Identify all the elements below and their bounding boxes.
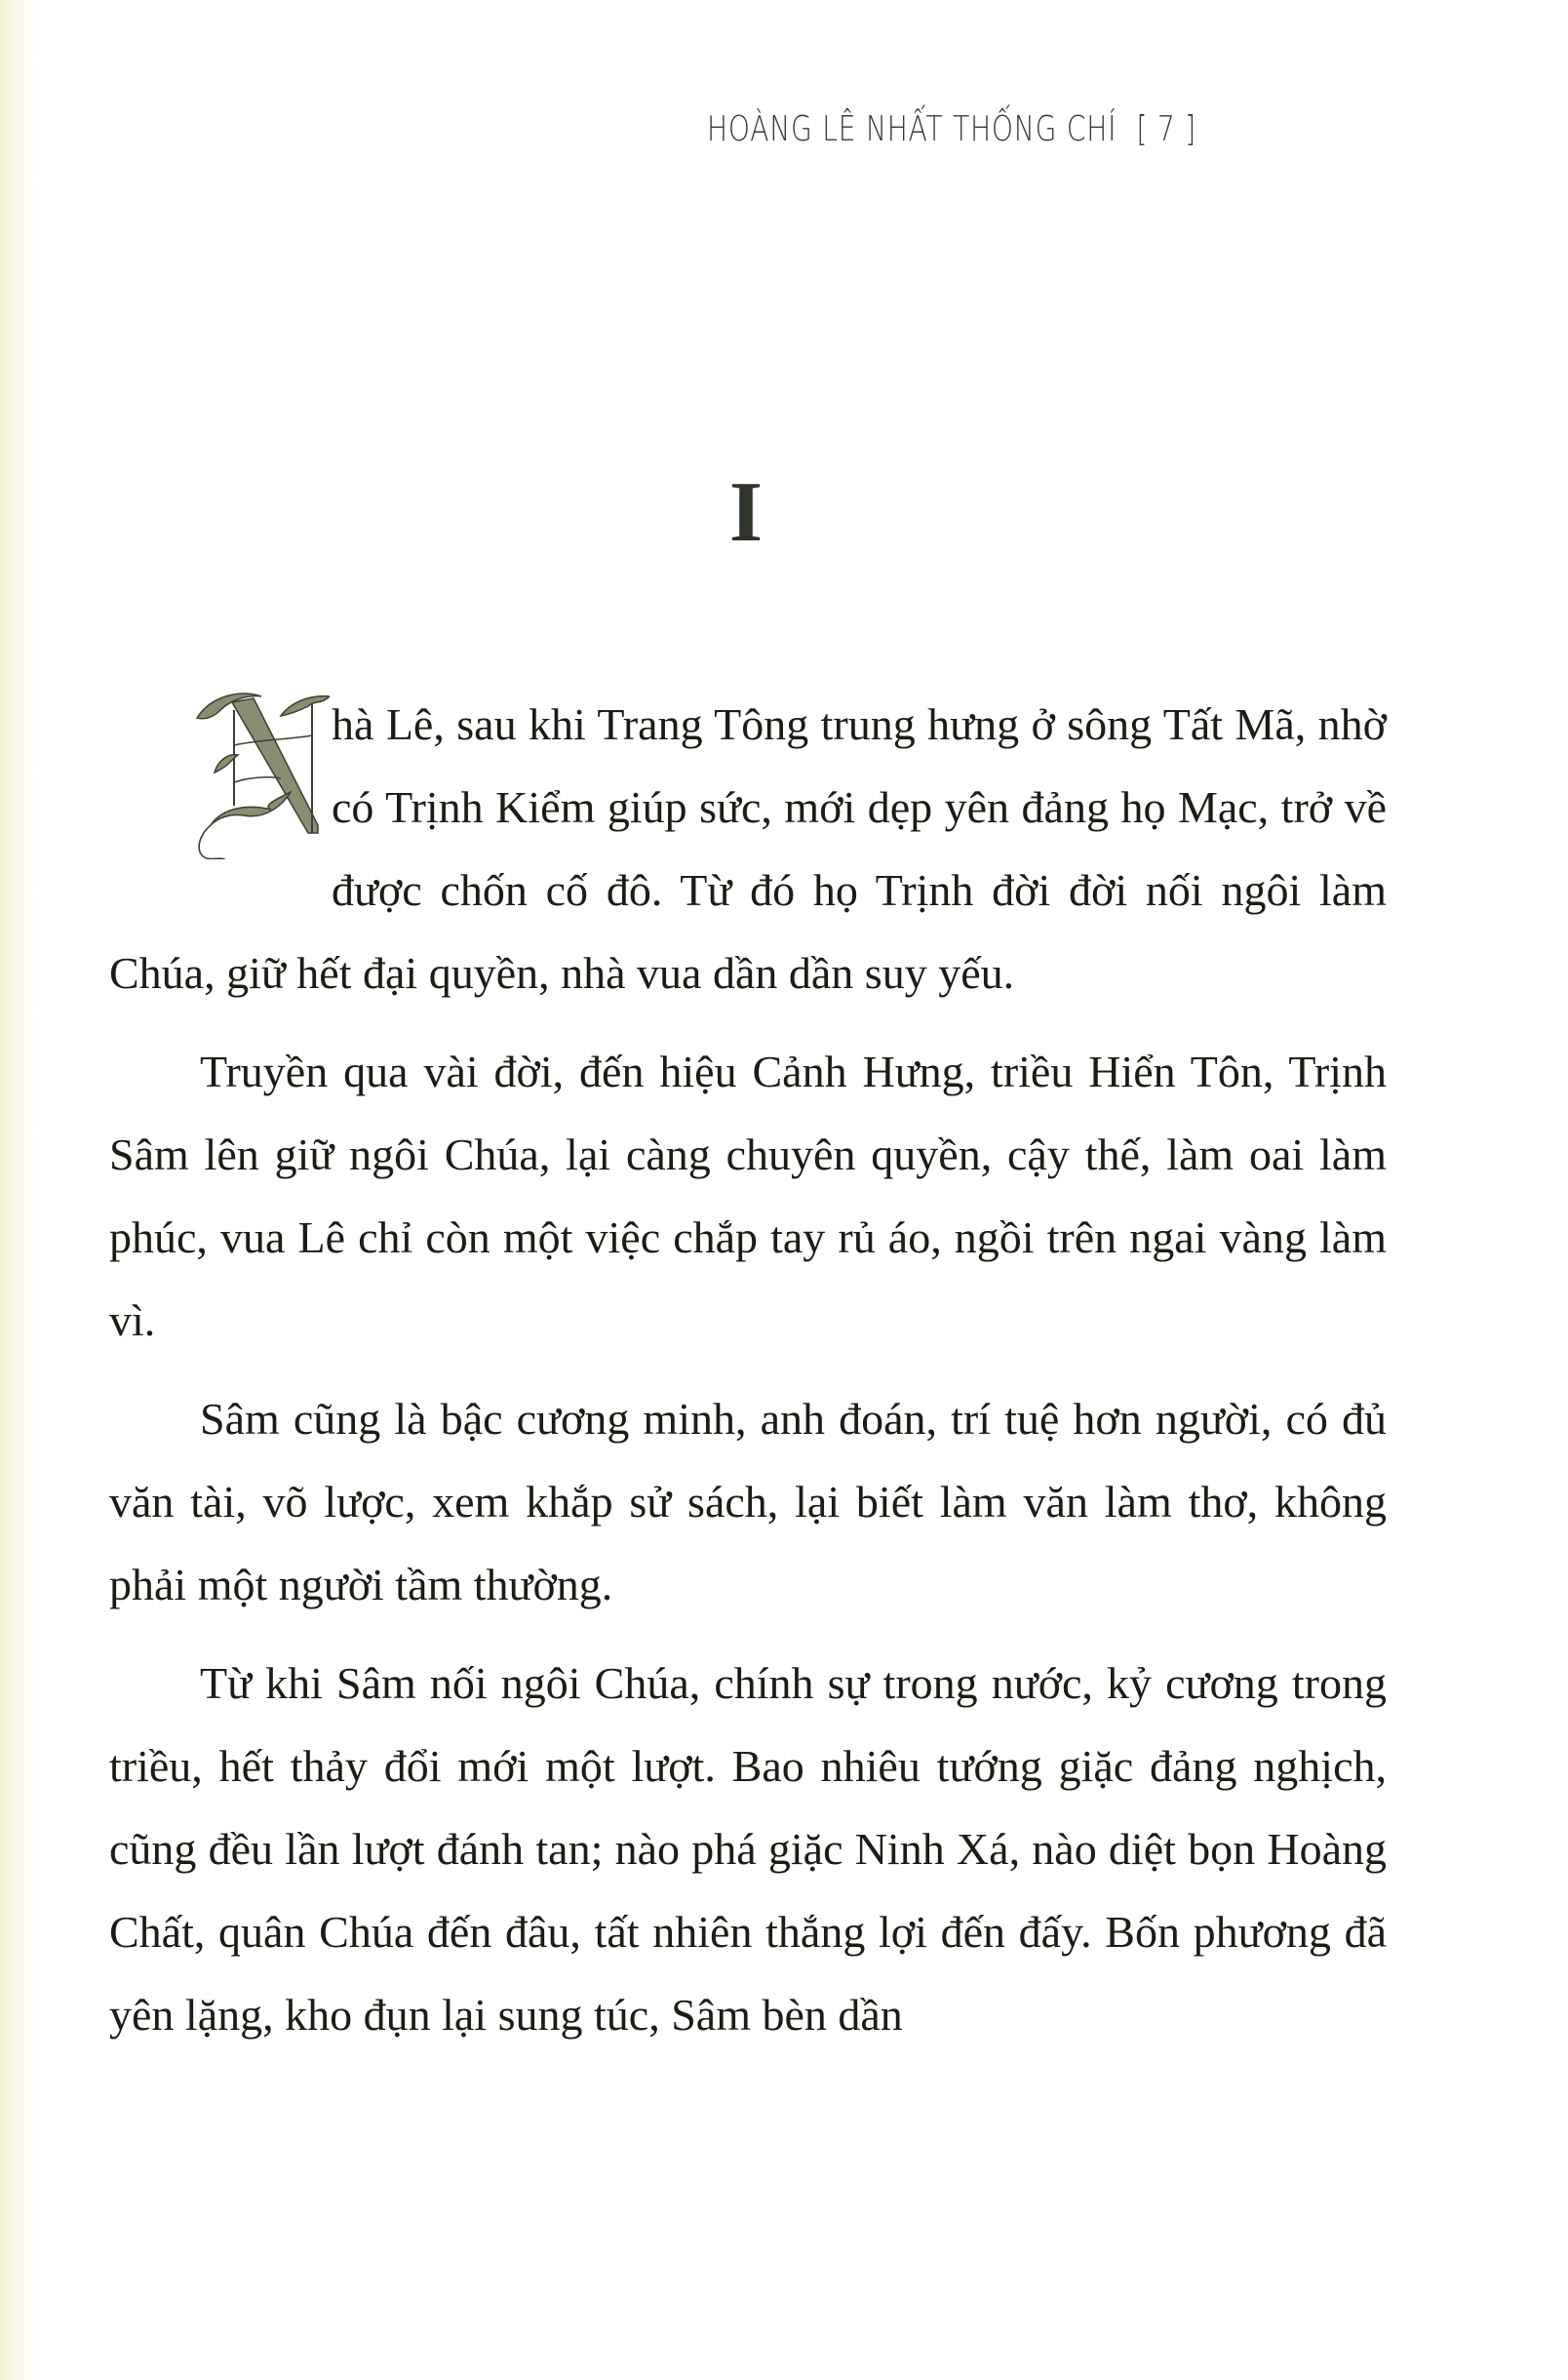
page-edge-shadow [0, 0, 39, 2380]
paragraph-1 [109, 683, 1387, 1014]
paragraph-2: Truyền qua vài đời, đến hiệu Cảnh Hưng, triều Hiển Tôn, Trịnh Sâm lên giữ ngôi Chúa, lại càng chuyên quyền, cậy thế, làm oai làm phúc, vua Lê chỉ còn một việc chắp tay rủ áo, ngồi trên ngai vàng làm vì. [109, 1047, 1387, 1345]
book-title: HOÀNG LÊ NHẤT THỐNG CHÍ [707, 109, 1117, 149]
blackletter-n-icon [193, 689, 330, 859]
paragraph-4: Từ khi Sâm nối ngôi Chúa, chính sự trong nước, kỷ cương trong triều, hết thảy đổi mới một lượt. Bao nhiêu tướng giặc đảng nghịch, cũng đều lần lượt đánh tan; nào phá giặc Ninh Xá, nào diệt bọn Hoàng Chất, quân Chúa đến đâu, tất nhiên thắng lợi đến đấy. Bốn phương đã yên lặng, kho đụn lại sung túc, Sâm bèn dần [109, 1658, 1387, 2040]
page-number: [ 7 ] [1136, 109, 1196, 149]
paragraph-1-text: hà Lê, sau khi Trang Tông trung hưng ở sông Tất Mã, nhờ có Trịnh Kiểm giúp sức, mới dẹp yên đảng họ Mạc, trở về được chốn cố đô. Từ đó họ Trịnh đời đời nối ngôi làm Chúa, giữ hết đại quyền, nhà vua dần dần suy yếu. [109, 699, 1387, 998]
paragraph-3: Sâm cũng là bậc cương minh, anh đoán, trí tuệ hơn người, có đủ văn tài, võ lược, xem khắp sử sách, lại biết làm văn làm thơ, không phải một người tầm thường. [109, 1394, 1387, 1609]
drop-cap [109, 691, 332, 856]
body-text [109, 683, 1387, 2072]
chapter-numeral: I [728, 465, 764, 560]
running-head [707, 109, 1239, 149]
